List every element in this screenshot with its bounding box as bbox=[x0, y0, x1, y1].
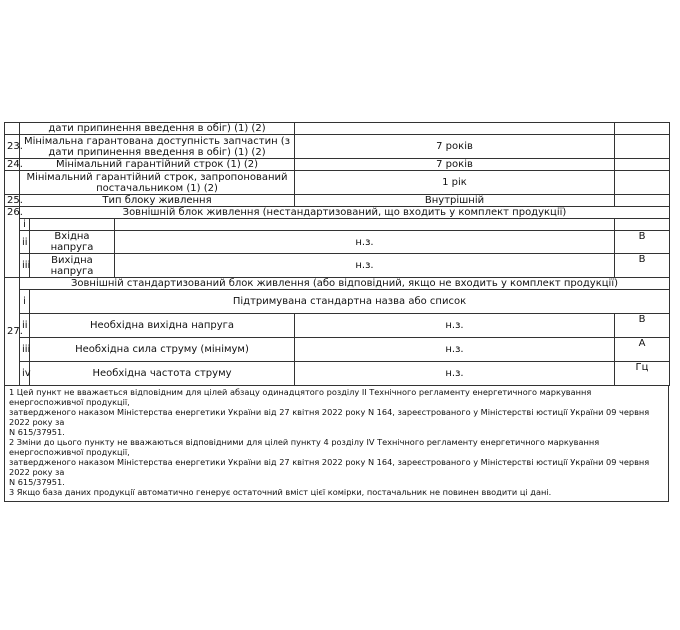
roman-index: ii bbox=[20, 231, 30, 254]
table-row bbox=[5, 314, 670, 338]
table-row bbox=[5, 254, 670, 278]
table-row bbox=[5, 278, 670, 290]
sub-unit bbox=[615, 219, 670, 231]
row-number: 24. bbox=[5, 159, 20, 171]
sub-value: н.з. bbox=[115, 231, 615, 254]
footnote-line: 1 Цей пункт не вважається відповідним для цілей абзацу одинадцятого розділу II Технічного регламенту енергетичного маркування енергоспоживчої продукції, bbox=[9, 387, 592, 407]
roman-index: iii bbox=[20, 254, 30, 278]
row-number: 23. bbox=[5, 135, 20, 159]
row-label: Мінімальна гарантована доступність запчастин (з дати припинення введення в обіг) (1) (2) bbox=[20, 135, 295, 159]
row-value bbox=[295, 123, 615, 135]
table-row bbox=[5, 231, 670, 254]
table-row bbox=[5, 159, 670, 171]
roman-index: iii bbox=[20, 338, 30, 362]
row-number bbox=[5, 171, 20, 195]
footnote-line: затвердженого наказом Міністерства енергетики України від 27 квітня 2022 року N 164, зареєстрованого у Міністерстві юстиції України 09 червня 2022 року за bbox=[9, 457, 650, 477]
row-number: 27. bbox=[5, 278, 20, 386]
footnote-line: 2 Зміни до цього пункту не вважаються відповідними для цілей пункту 4 розділу IV Технічного регламенту енергетичного маркування енергоспоживчої продукції, bbox=[9, 437, 600, 457]
roman-index: iv bbox=[20, 362, 30, 386]
product-info-table bbox=[4, 122, 670, 386]
row-number: 26. bbox=[5, 207, 20, 278]
sub-value bbox=[115, 219, 615, 231]
table-row bbox=[5, 338, 670, 362]
row-number: 25. bbox=[5, 195, 20, 207]
row-label: Мінімальний гарантійний строк, запропонований постачальником (1) (2) bbox=[20, 171, 295, 195]
roman-index: ii bbox=[20, 314, 30, 338]
section-heading: Зовнішній стандартизований блок живлення (або відповідний, якщо не входить у комплект продукції) bbox=[20, 278, 670, 290]
row-value: Внутрішній bbox=[295, 195, 615, 207]
sub-value: н.з. bbox=[115, 254, 615, 278]
footnote-line: 3 Якщо база даних продукції автоматично генерує остаточний вміст цієї комірки, постачальник не повинен вводити ці дані. bbox=[9, 487, 552, 497]
sub-unit: В bbox=[615, 254, 670, 278]
table-row bbox=[5, 135, 670, 159]
row-label: Тип блоку живлення bbox=[20, 195, 295, 207]
row-label: дати припинення введення в обіг) (1) (2) bbox=[20, 123, 295, 135]
table-row bbox=[5, 362, 670, 386]
footnote-line: затвердженого наказом Міністерства енергетики України від 27 квітня 2022 року N 164, зареєстрованого у Міністерстві юстиції України 09 червня 2022 року за bbox=[9, 407, 650, 427]
sub-label bbox=[30, 219, 115, 231]
row-value: 7 років bbox=[295, 135, 615, 159]
row-value: 1 рік bbox=[295, 171, 615, 195]
table-row bbox=[5, 123, 670, 135]
sub-label: Необхідна частота струму bbox=[30, 362, 295, 386]
row-value: 7 років bbox=[295, 159, 615, 171]
row-unit bbox=[615, 135, 670, 159]
sub-value: н.з. bbox=[295, 362, 615, 386]
roman-index: i bbox=[20, 290, 30, 314]
table-row bbox=[5, 219, 670, 231]
sub-value: н.з. bbox=[295, 314, 615, 338]
sub-label: Підтримувана стандартна назва або список bbox=[30, 290, 670, 314]
roman-index: i bbox=[20, 219, 30, 231]
sub-unit: В bbox=[615, 314, 670, 338]
sub-unit: В bbox=[615, 231, 670, 254]
sub-unit: А bbox=[615, 338, 670, 362]
sub-value: н.з. bbox=[295, 338, 615, 362]
table-row bbox=[5, 195, 670, 207]
footnotes bbox=[4, 386, 669, 502]
table-row bbox=[5, 207, 670, 219]
row-label: Мінімальний гарантійний строк (1) (2) bbox=[20, 159, 295, 171]
table-row bbox=[5, 290, 670, 314]
table-row bbox=[5, 171, 670, 195]
row-unit bbox=[615, 195, 670, 207]
row-number bbox=[5, 123, 20, 135]
sub-label: Вихідна напруга bbox=[30, 254, 115, 278]
sub-label: Необхідна вихідна напруга bbox=[30, 314, 295, 338]
sub-label: Необхідна сила струму (мінімум) bbox=[30, 338, 295, 362]
footnote-line: N 615/37951. bbox=[9, 477, 65, 487]
section-heading: Зовнішній блок живлення (нестандартизований, що входить у комплект продукції) bbox=[20, 207, 670, 219]
document-fragment bbox=[4, 122, 669, 502]
row-unit bbox=[615, 171, 670, 195]
sub-label: Вхідна напруга bbox=[30, 231, 115, 254]
sub-unit: Гц bbox=[615, 362, 670, 386]
row-unit bbox=[615, 123, 670, 135]
row-unit bbox=[615, 159, 670, 171]
footnote-line: N 615/37951. bbox=[9, 427, 65, 437]
